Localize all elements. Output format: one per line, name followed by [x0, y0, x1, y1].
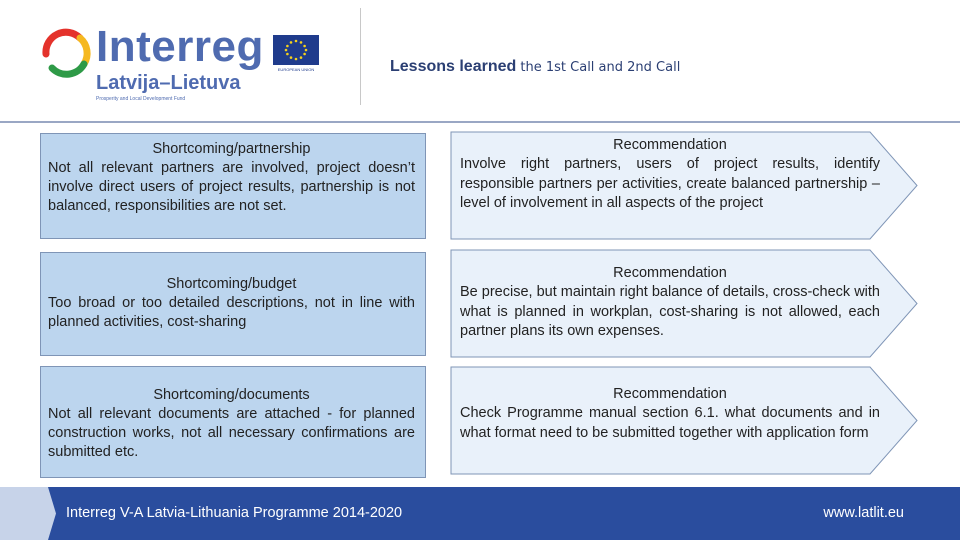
shortcoming-text: Not all relevant partners are involved, project doesn’t involve direct users of project results, partnership is not balanced, responsibilities are not set. [48, 160, 415, 214]
logo-wordmark: Interreg [96, 22, 264, 71]
recommendation-title: Recommendation [613, 265, 727, 281]
recommendation-arrow-documents [450, 366, 920, 475]
recommendation-arrow-partnership [450, 131, 920, 240]
shortcoming-box-documents [40, 366, 426, 478]
footer-website-link[interactable]: www.latlit.eu [823, 505, 904, 521]
recommendation-text: Involve right partners, users of project results, identify responsible partners per activities, create balanced partnership – level of involvement in all aspects of the project [460, 156, 880, 211]
recommendation-text: Be precise, but maintain right balance of details, cross-check with what is planned in workplan, cost-sharing is not allowed, each partner plans its own expenses. [460, 284, 880, 339]
title-rest: the 1st Call and 2nd Call [516, 60, 681, 75]
logo-tagline: Prosperity and Local Development Fund [96, 96, 186, 102]
shortcoming-box-partnership [40, 133, 426, 239]
shortcoming-title: Shortcoming/budget [166, 276, 297, 292]
header-rule [0, 121, 960, 123]
shortcoming-title: Shortcoming/partnership [152, 141, 311, 157]
header-divider [360, 8, 361, 105]
recommendation-content [460, 264, 880, 341]
shortcoming-text: Too broad or too detailed descriptions, not in line with planned activities, cost-sharing [48, 295, 415, 330]
shortcoming-text: Not all relevant documents are attached - for planned construction works, not all necessary confirmations are submitted etc. [48, 406, 415, 460]
interreg-swirl-icon [40, 28, 92, 80]
title-main: Lessons learned [390, 58, 517, 75]
recommendation-text: Check Programme manual section 6.1. what documents and in what format need to be submitted together with application form [460, 405, 880, 441]
page-title [390, 58, 680, 76]
logo-subtitle: Latvija–Lietuva [96, 72, 241, 94]
recommendation-title: Recommendation [613, 386, 727, 402]
recommendation-content [460, 385, 880, 443]
shortcoming-box-budget [40, 252, 426, 356]
recommendation-content [460, 136, 880, 213]
shortcoming-title: Shortcoming/documents [153, 387, 310, 403]
recommendation-arrow-budget [450, 249, 920, 358]
footer-chevron-icon [35, 487, 57, 540]
interreg-logo [40, 22, 340, 108]
eu-label: EUROPEAN UNION [277, 67, 315, 72]
recommendation-title: Recommendation [613, 137, 727, 153]
footer-programme-name: Interreg V-A Latvia-Lithuania Programme 2014-2020 [66, 505, 403, 521]
eu-flag-icon [273, 35, 319, 65]
